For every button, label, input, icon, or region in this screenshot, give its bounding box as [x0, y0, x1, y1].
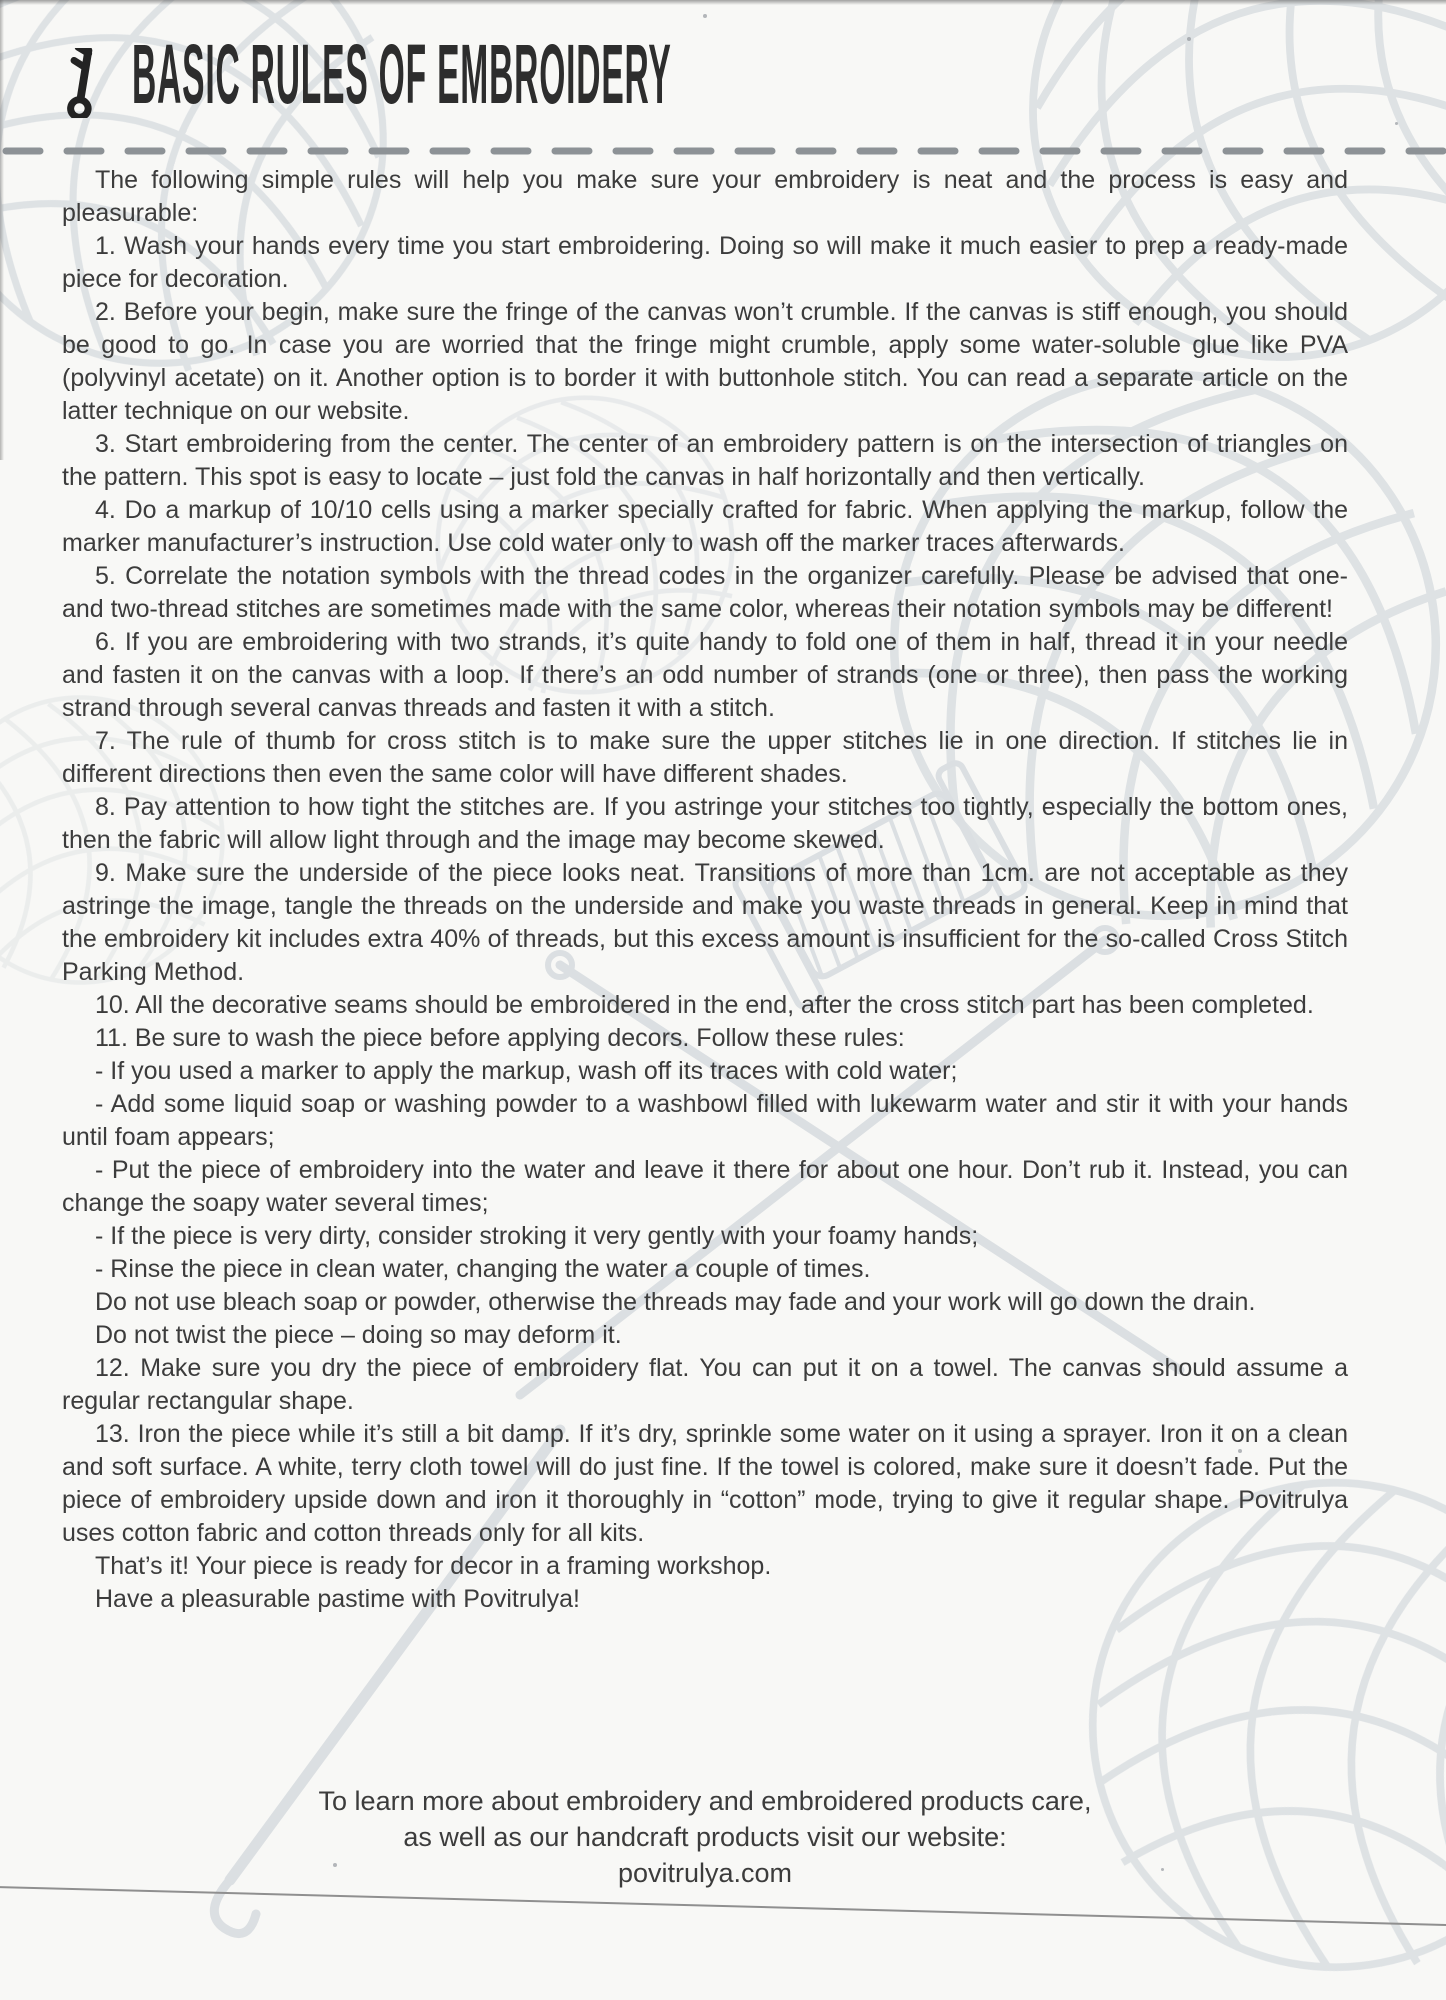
rules-paragraph: - If the piece is very dirty, consider stroking it very gently with your foamy hands;	[95, 1222, 979, 1250]
rules-paragraph: Do not use bleach soap or powder, otherwise the threads may fade and your work will go down the drain.	[95, 1288, 1256, 1316]
rules-paragraph: - Add some liquid soap or washing powder to a washbowl filled with lukewarm water and stir it with your hands until foam appears;	[62, 1090, 1348, 1151]
rules-paragraph: That’s it! Your piece is ready for decor in a framing workshop.	[95, 1552, 772, 1580]
dashed-divider	[0, 146, 1446, 156]
rules-paragraph: 1. Wash your hands every time you start embroidering. Doing so will make it much easier to prep a ready-made piece for decoration.	[62, 232, 1348, 293]
rules-paragraph: 11. Be sure to wash the piece before applying decors. Follow these rules:	[95, 1024, 905, 1052]
rules-paragraph: 2. Before your begin, make sure the fringe of the canvas won’t crumble. If the canvas is stiff enough, you should be good to go. In case you are worried that the fringe might crumble, apply some water-soluble glue like PVA (polyvinyl acetate) on it. Another option is to border it with buttonhole stitch. You can read a separate article on the latter technique on our website.	[62, 298, 1348, 425]
rules-paragraph: 4. Do a markup of 10/10 cells using a marker specially crafted for fabric. When applying the markup, follow the marker manufacturer’s instruction. Use cold water only to wash off the marker traces afterwards.	[62, 496, 1348, 557]
footer-note	[62, 1783, 1348, 1891]
rules-text	[62, 164, 1348, 1616]
footer-text-line: as well as our handcraft products visit our website:	[403, 1822, 1007, 1852]
rules-paragraph: 13. Iron the piece while it’s still a bit damp. If it’s dry, sprinkle some water on it using a sprayer. Iron it on a clean and soft surface. A white, terry cloth towel will do just fine. If the towel is colored, make sure it doesn’t fade. Put the piece of embroidery upside down and iron it thoroughly in “cotton” mode, trying to give it regular shape. Povitrulya uses cotton fabric and cotton threads only for all kits.	[62, 1420, 1348, 1547]
footer-text-line: To learn more about embroidery and embroidered products care,	[318, 1786, 1092, 1816]
scan-speck	[1395, 122, 1398, 125]
rules-paragraph: - If you used a marker to apply the markup, wash off its traces with cold water;	[95, 1057, 958, 1085]
rules-paragraph: - Rinse the piece in clean water, changing the water a couple of times.	[95, 1255, 871, 1283]
key-icon	[50, 48, 120, 118]
rules-paragraph: 10. All the decorative seams should be embroidered in the end, after the cross stitch part has been completed.	[95, 991, 1314, 1019]
rules-paragraph: Have a pleasurable pastime with Povitrulya!	[95, 1585, 580, 1613]
footer-website: povitrulya.com	[617, 1858, 793, 1888]
rules-paragraph: - Put the piece of embroidery into the water and leave it there for about one hour. Don’t rub it. Instead, you can change the soapy water several times;	[62, 1156, 1348, 1217]
rules-paragraph: The following simple rules will help you make sure your embroidery is neat and the process is easy and pleasurable:	[62, 166, 1348, 227]
scan-speck	[703, 14, 707, 18]
rules-paragraph: 8. Pay attention to how tight the stitches are. If you astringe your stitches too tightly, especially the bottom ones, then the fabric will allow light through and the image may become skewed.	[62, 793, 1348, 854]
scan-edge-left	[0, 0, 4, 460]
rules-paragraph: Do not twist the piece – doing so may deform it.	[95, 1321, 622, 1349]
rules-paragraph: 5. Correlate the notation symbols with the thread codes in the organizer carefully. Please be advised that one- and two-thread stitches are sometimes made with the same color, whereas their notation symbols may be different!	[62, 562, 1348, 623]
rules-paragraph: 9. Make sure the underside of the piece looks neat. Transitions of more than 1cm. are not acceptable as they astringe the image, tangle the threads on the underside and make you waste threads in general. Keep in mind that the embroidery kit includes extra 40% of threads, but this excess amount is insufficient for the so-called Cross Stitch Parking Method.	[62, 859, 1348, 986]
rules-paragraph: 6. If you are embroidering with two strands, it’s quite handy to fold one of them in half, thread it in your needle and fasten it on the canvas with a loop. If there’s an odd number of strands (one or three), then pass the working strand through several canvas threads and fasten it with a stitch.	[62, 628, 1348, 722]
rules-paragraph: 7. The rule of thumb for cross stitch is to make sure the upper stitches lie in one direction. If stitches lie in different directions then even the same color will have different shades.	[62, 727, 1348, 788]
page-title: BASIC RULES OF EMBROIDERY	[132, 27, 672, 121]
rules-paragraph: 12. Make sure you dry the piece of embroidery flat. You can put it on a towel. The canvas should assume a regular rectangular shape.	[62, 1354, 1348, 1415]
scan-speck	[1187, 37, 1191, 41]
scan-edge-top	[0, 0, 1446, 5]
rules-paragraph: 3. Start embroidering from the center. The center of an embroidery pattern is on the intersection of triangles on the pattern. This spot is easy to locate – just fold the canvas in half horizontally and then vertically.	[62, 430, 1348, 491]
